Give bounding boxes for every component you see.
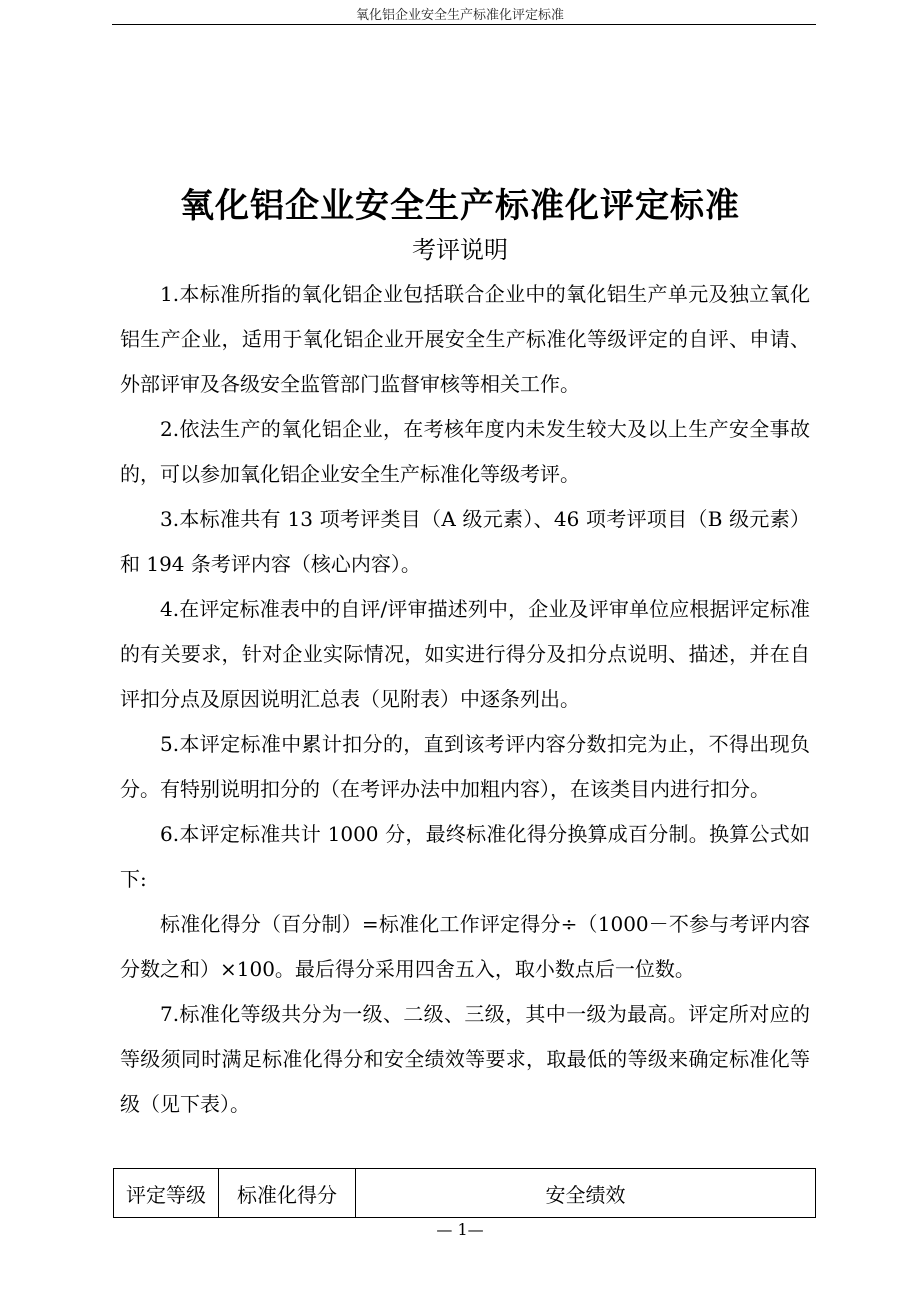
paragraph-4: 4.在评定标准表中的自评/评审描述列中，企业及评审单位应根据评定标准的有关要求，针对企业实际情况，如实进行得分及扣分点说明、描述，并在自评扣分点及原因说明汇总表（见附表）中逐条列出。 [120,597,810,711]
header-divider [112,24,816,25]
paragraph-3: 3.本标准共有 13 项考评类目（A 级元素）、46 项考评项目（B 级元素）和 194 条考评内容（核心内容）。 [120,507,810,576]
paragraph-5: 5.本评定标准中累计扣分的，直到该考评内容分数扣完为止，不得出现负分。有特别说明扣分的（在考评办法中加粗内容），在该类目内进行扣分。 [120,732,810,801]
paragraph-1: 1.本标准所指的氧化铝企业包括联合企业中的氧化铝生产单元及独立氧化铝生产企业，适用于氧化铝企业开展安全生产标准化等级评定的自评、申请、外部评审及各级安全监管部门监督审核等相关工作。 [120,282,810,396]
document-body [120,272,810,1127]
running-header: 氧化铝企业安全生产标准化评定标准 [355,8,564,23]
paragraph-7: 7.标准化等级共分为一级、二级、三级，其中一级为最高。评定所对应的等级须同时满足标准化得分和安全绩效等要求，取最低的等级来确定标准化等级（见下表）。 [120,1002,810,1116]
table-header-grade: 评定等级 [114,1169,219,1218]
table-header-safety: 安全绩效 [356,1169,816,1218]
document-title: 氧化铝企业安全生产标准化评定标准 [180,186,740,226]
paragraph-2: 2.依法生产的氧化铝企业，在考核年度内未发生较大及以上生产安全事故的，可以参加氧化铝企业安全生产标准化等级考评。 [120,417,810,486]
table-header-row [114,1169,816,1218]
grade-table [113,1168,816,1218]
document-subtitle: 考评说明 [412,236,508,264]
page-number: — 1— [436,1220,484,1239]
paragraph-6: 6.本评定标准共计 1000 分，最终标准化得分换算成百分制。换算公式如下: [120,822,810,891]
paragraph-formula: 标准化得分（百分制）=标准化工作评定得分÷（1000－不参与考评内容分数之和）×100。最后得分采用四舍五入，取小数点后一位数。 [120,912,810,981]
table-header-score: 标准化得分 [219,1169,356,1218]
